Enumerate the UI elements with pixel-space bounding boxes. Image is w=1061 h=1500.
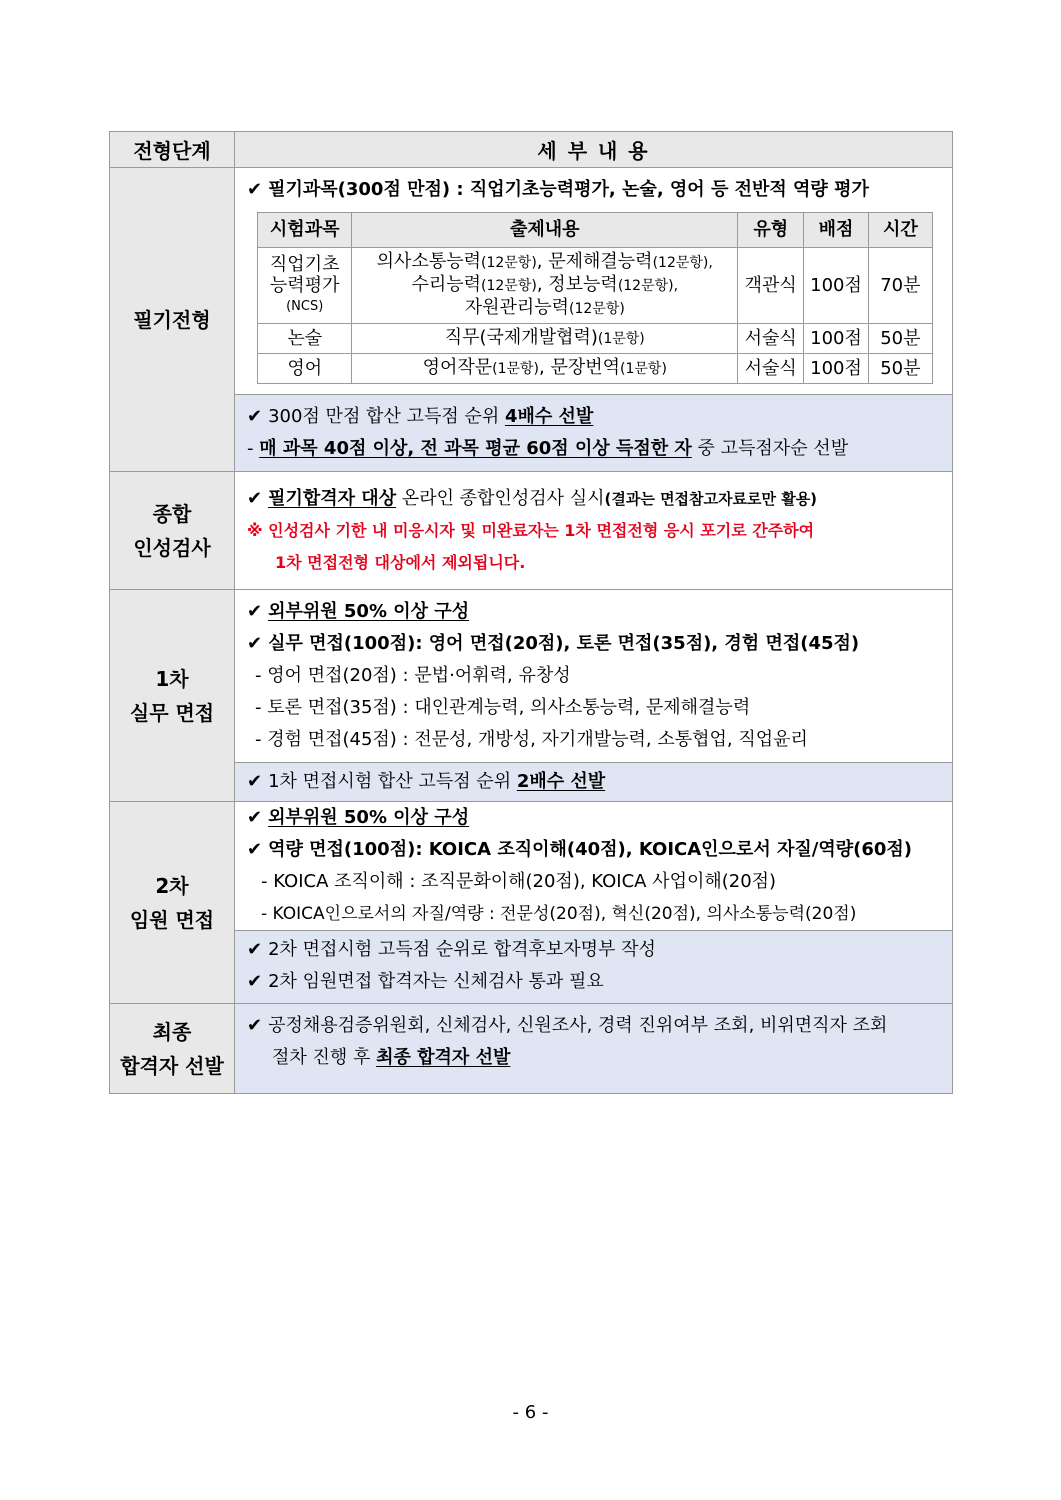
selection-highlight: 2배수 선발 [516, 771, 606, 792]
check-icon: ✔ [247, 839, 263, 860]
stage-interview-2: 2차 임원 면접 [110, 802, 235, 1004]
target-highlight: 필기합격자 대상 [268, 487, 397, 509]
row-final-selection [110, 1004, 953, 1094]
exam-type: 객관식 [738, 248, 804, 324]
final-text: 절차 진행 후 [272, 1047, 377, 1068]
written-summary: 필기과목(300점 만점) : 직업기초능력평가, 논술, 영어 등 전반적 역량 평가 [268, 179, 869, 200]
exam-time: 50분 [868, 324, 932, 354]
exam-time: 70분 [868, 248, 932, 324]
check-icon: ✔ [247, 939, 263, 960]
interview-summary: 실무 면접(100점): 영어 면접(20점), 토론 면접(35점), 경험 면접(45점) [268, 633, 860, 654]
check-icon: ✔ [247, 971, 263, 992]
condition-highlight: 매 과목 40점 이상, 전 과목 평균 60점 이상 득점한 자 [259, 438, 692, 459]
content-text: 의사소통능력 [376, 251, 481, 272]
interview-item: - 경험 면접(45점) : 전문성, 개방성, 자기개발능력, 소통협업, 직업윤리 [255, 729, 808, 750]
selection-highlight: 4배수 선발 [504, 406, 594, 427]
interview-item: - 영어 면접(20점) : 문법·어휘력, 유창성 [255, 665, 571, 686]
question-count: (12문항) [481, 278, 537, 294]
content-text: 자원관리능력 [464, 297, 570, 318]
stage-interview-1: 1차 실무 면접 [110, 590, 235, 802]
check-icon: ✔ [247, 1015, 263, 1036]
header-detail: 세 부 내 용 [235, 132, 953, 168]
selection-text: 300점 만점 합산 고득점 순위 [268, 406, 505, 427]
subject-note: (NCS) [286, 299, 324, 314]
final-highlight: 최종 합격자 선발 [376, 1047, 511, 1068]
content-text: 영어작문 [422, 357, 493, 378]
exam-score: 100점 [804, 354, 868, 384]
row-written-exam [110, 168, 953, 472]
question-count: (12문항), [652, 255, 713, 271]
final-block [235, 1004, 952, 1093]
subject-content [352, 248, 738, 324]
question-count: (1문항) [597, 331, 645, 347]
table-row [258, 248, 933, 324]
question-count: (1문항) [620, 361, 667, 377]
check-icon: ✔ [247, 771, 263, 792]
table-row [258, 324, 933, 354]
sub-header: 출제내용 [352, 213, 738, 248]
interview-summary: 역량 면접(100점): KOICA 조직이해(40점), KOICA인으로서 자질/역량(60점) [268, 839, 912, 860]
sub-header-row [258, 213, 933, 248]
sub-header: 유형 [738, 213, 804, 248]
exam-type: 서술식 [738, 354, 804, 384]
interview-item: - KOICA 조직이해 : 조직문화이해(20점), KOICA 사업이해(20점) [261, 871, 777, 892]
interview-note: 외부위원 50% 이상 구성 [268, 601, 470, 622]
row-personality-test [110, 472, 953, 590]
content-text: 직무(국제개발협력) [444, 327, 598, 348]
subject-content [352, 354, 738, 384]
content-line [354, 357, 735, 380]
exam-time: 50분 [868, 354, 932, 384]
sub-header: 배점 [804, 213, 868, 248]
content-text: 수리능력 [411, 274, 482, 295]
exam-score: 100점 [804, 324, 868, 354]
question-count: (12문항) [569, 301, 625, 317]
notice-text: ※ 인성검사 기한 내 미응시자 및 미완료자는 1차 면접전형 응시 포기로 간주하여 [247, 520, 815, 540]
content-text: , 정보능력 [536, 274, 618, 295]
content-line [354, 274, 735, 297]
content-text: , 문제해결능력 [536, 251, 653, 272]
subject-content [352, 324, 738, 354]
interview-item: - 토론 면접(35점) : 대인관계능력, 의사소통능력, 문제해결능력 [255, 697, 751, 718]
exam-type: 서술식 [738, 324, 804, 354]
subject-name: 영어 [258, 354, 352, 384]
question-count: (12문항) [481, 255, 537, 271]
stage-final: 최종 합격자 선발 [110, 1004, 235, 1094]
check-icon: ✔ [247, 179, 263, 200]
selection-process-table [109, 131, 953, 1094]
subject-name: 능력평가 [269, 275, 340, 296]
selection-text: 2차 면접시험 고득점 순위로 합격후보자명부 작성 [268, 939, 656, 960]
check-icon: ✔ [247, 487, 263, 509]
question-count: (1문항) [492, 361, 540, 377]
content-line [354, 251, 735, 274]
check-icon: ✔ [247, 807, 263, 828]
subject-name: 논술 [258, 324, 352, 354]
row-interview-2 [110, 802, 953, 1004]
interview-item: - KOICA인으로서의 자질/역량 : 전문성(20점), 혁신(20점), 의사소통능력(20점) [261, 904, 857, 924]
interview1-selection-block [235, 762, 952, 801]
page-number: - 6 - [512, 1402, 549, 1423]
exam-score: 100점 [804, 248, 868, 324]
stage-personality: 종합 인성검사 [110, 472, 235, 590]
interview-note: 외부위원 50% 이상 구성 [268, 807, 470, 828]
notice-text: 1차 면접전형 대상에서 제외됩니다. [275, 552, 526, 572]
question-count: (12문항), [617, 278, 679, 294]
selection-text: 2차 임원면접 합격자는 신체검사 통과 필요 [268, 971, 604, 992]
row-interview-1 [110, 590, 953, 802]
header-stage: 전형단계 [110, 132, 235, 168]
exam-subjects-table [257, 212, 933, 384]
sub-header: 시험과목 [258, 213, 352, 248]
content-text: , 문장번역 [539, 357, 621, 378]
check-icon: ✔ [247, 406, 263, 427]
check-icon: ✔ [247, 601, 263, 622]
table-row [258, 354, 933, 384]
written-selection-block: ✔ 300점 만점 합산 고득점 순위 4배수 선발 - 매 과목 40점 이상, 전 과목 평균 60점 이상 득점한 자 중 고득점자순 선발 [235, 394, 952, 471]
content-line [354, 327, 735, 350]
interview2-selection-block [235, 930, 952, 1003]
final-text: 공정채용검증위원회, 신체검사, 신원조사, 경력 진위여부 조회, 비위면직자 조회 [268, 1015, 888, 1036]
table-header-row [110, 132, 953, 168]
condition-text: 중 고득점자순 선발 [691, 438, 849, 459]
test-note: (결과는 면접참고자료로만 활용) [604, 489, 818, 508]
check-icon: ✔ [247, 633, 263, 654]
content-line [354, 297, 735, 320]
sub-header: 시간 [868, 213, 932, 248]
subject-name: 직업기초 [269, 254, 340, 275]
stage-written: 필기전형 [110, 168, 235, 472]
test-text: 온라인 종합인성검사 실시 [396, 487, 605, 509]
selection-text: 1차 면접시험 합산 고득점 순위 [268, 771, 517, 792]
